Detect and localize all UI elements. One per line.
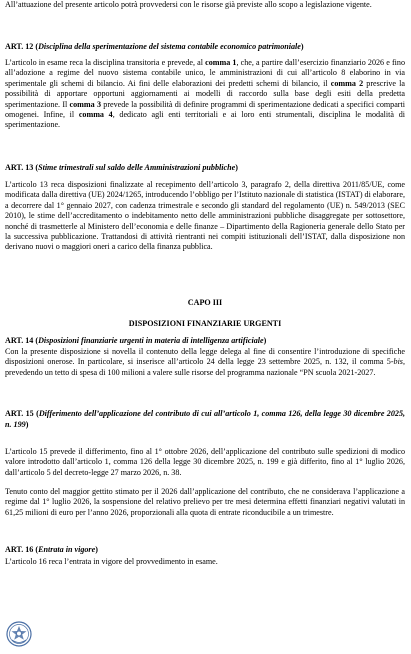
- art12-body: L’articolo in esame reca la disciplina transitoria e prevede, al comma 1, che, a partire dall’esercizio finanziario 2026 e fino all’adozione a regime del nuovo sistema contabile unico, le amministrazioni di cui all’articolo 8 elaborino in via sperimentale gli schemi di bilancio. Ai fini delle elaborazioni dei predetti schemi di bilancio, il comma 2 prescrive la possibilità di apportare opportuni aggiornamenti ai modelli di raccordo sulla base degli esiti della predetta sperimentazione. Il comma 3 prevede la possibilità di definire programmi di sperimentazione dedicati a specifici comparti omogenei. Infine, il comma 4, dedicato agli enti territoriali e ai loro enti strumentali, disciplina le modalità di sperimentazione.: [5, 58, 405, 130]
- art13-heading: ART. 13 (Stime trimestrali sul saldo delle Amministrazioni pubbliche): [5, 163, 238, 172]
- art15-body-2: Tenuto conto del maggior gettito stimato per il 2026 dall’applicazione del contributo, che ne considerava l’applicazione a regime dal 1° luglio 2026, la sospensione del relativo prelievo per tre mesi determina effetti finanziari negativi valutati in 61,25 milioni di euro per l’anno 2026, proporzionali alla quota di entrate riconducibile a un trimestre.: [5, 487, 405, 517]
- art15-body-1: L’articolo 15 prevede il differimento, fino al 1° ottobre 2026, dell’applicazione del contributo sulle spedizioni di modico valore introdotto dall’articolo 1, comma 126 della legge 30 dicembre 2025, n. 199 e già differito, fino al 1° luglio 2026, dall’articolo 5 del decreto-legge 27 marzo 2026, n. 38.: [5, 447, 405, 477]
- art16-body: L’articolo 16 reca l’entrata in vigore del provvedimento in esame.: [5, 557, 218, 566]
- art12-title: Disciplina della sperimentazione del sistema contabile economico patrimoniale: [38, 42, 301, 51]
- art14-label: ART. 14: [5, 336, 34, 345]
- art14-body: Con la presente disposizione si novella il contenuto della legge delega al fine di consentire l’introduzione di specifiche disposizioni onerose. In particolare, si inserisce all’articolo 24 della legge 23 settembre 2025, n. 132, il comma 5-bis, prevedendo un tetto di spesa di 100 milioni a valere sulle risorse del programma nazionale “PN scuola 2021-2027.: [5, 347, 405, 377]
- art12-label: ART. 12: [5, 42, 34, 51]
- art16-label: ART. 16: [5, 545, 34, 554]
- capo-number: CAPO III: [187, 298, 223, 307]
- art15-label: ART. 15: [5, 409, 34, 418]
- capo-title: DISPOSIZIONI FINANZIARIE URGENTI: [128, 319, 282, 328]
- art13-label: ART. 13: [5, 163, 34, 172]
- art15-heading: ART. 15 (Differimento dell’applicazione del contributo di cui all’articolo 1, comma 126, della legge 30 dicembre 2025, n. 199): [5, 409, 406, 429]
- art15-title: Differimento dell’applicazione del contributo di cui all’articolo 1, comma 126, della legge 30 dicembre 2025, n. 199: [5, 409, 406, 429]
- art14-title: Disposizioni finanziarie urgenti in materia di intelligenza artificiale: [38, 336, 264, 345]
- art14-heading: ART. 14 (Disposizioni finanziarie urgenti in materia di intelligenza artificiale): [5, 336, 267, 345]
- art16-heading: ART. 16 (Entrata in vigore): [5, 545, 98, 554]
- republic-emblem-icon: [6, 621, 32, 647]
- art13-body: L’articolo 13 reca disposizioni finalizzate al recepimento dell’articolo 3, paragrafo 2, della direttiva 2011/85/UE, come modificata dalla direttiva (UE) 2024/1265, introducendo l’obbligo per l’Istituto nazionale di statistica (ISTAT) di elaborare, a decorrere dal 1° gennaio 2027, con cadenza trimestrale e secondo gli standard del regolamento (UE) n. 549/2013 (SEC 2010), le stime dell’accreditamento o indebitamento netto delle amministrazioni pubbliche disaggregate per sottosettore, nonché di trasmetterle al Ministero dell’economia e delle finanze – Dipartimento della Ragioneria generale dello Stato per la successiva pubblicazione. Trattandosi di attività rientranti nei compiti istituzionali dell’ISTAT, dalla disposizione non derivano nuovi o maggiori oneri a carico della finanza pubblica.: [5, 180, 405, 252]
- art12-heading: ART. 12 (Disciplina della sperimentazione del sistema contabile economico patrimoniale): [5, 42, 304, 51]
- art16-title: Entrata in vigore: [38, 545, 96, 554]
- intro-tail: All’attuazione del presente articolo potrà provvedersi con le risorse già previste allo scopo a legislazione vigente.: [5, 0, 372, 9]
- art13-title: Stime trimestrali sul saldo delle Amministrazioni pubbliche: [38, 163, 236, 172]
